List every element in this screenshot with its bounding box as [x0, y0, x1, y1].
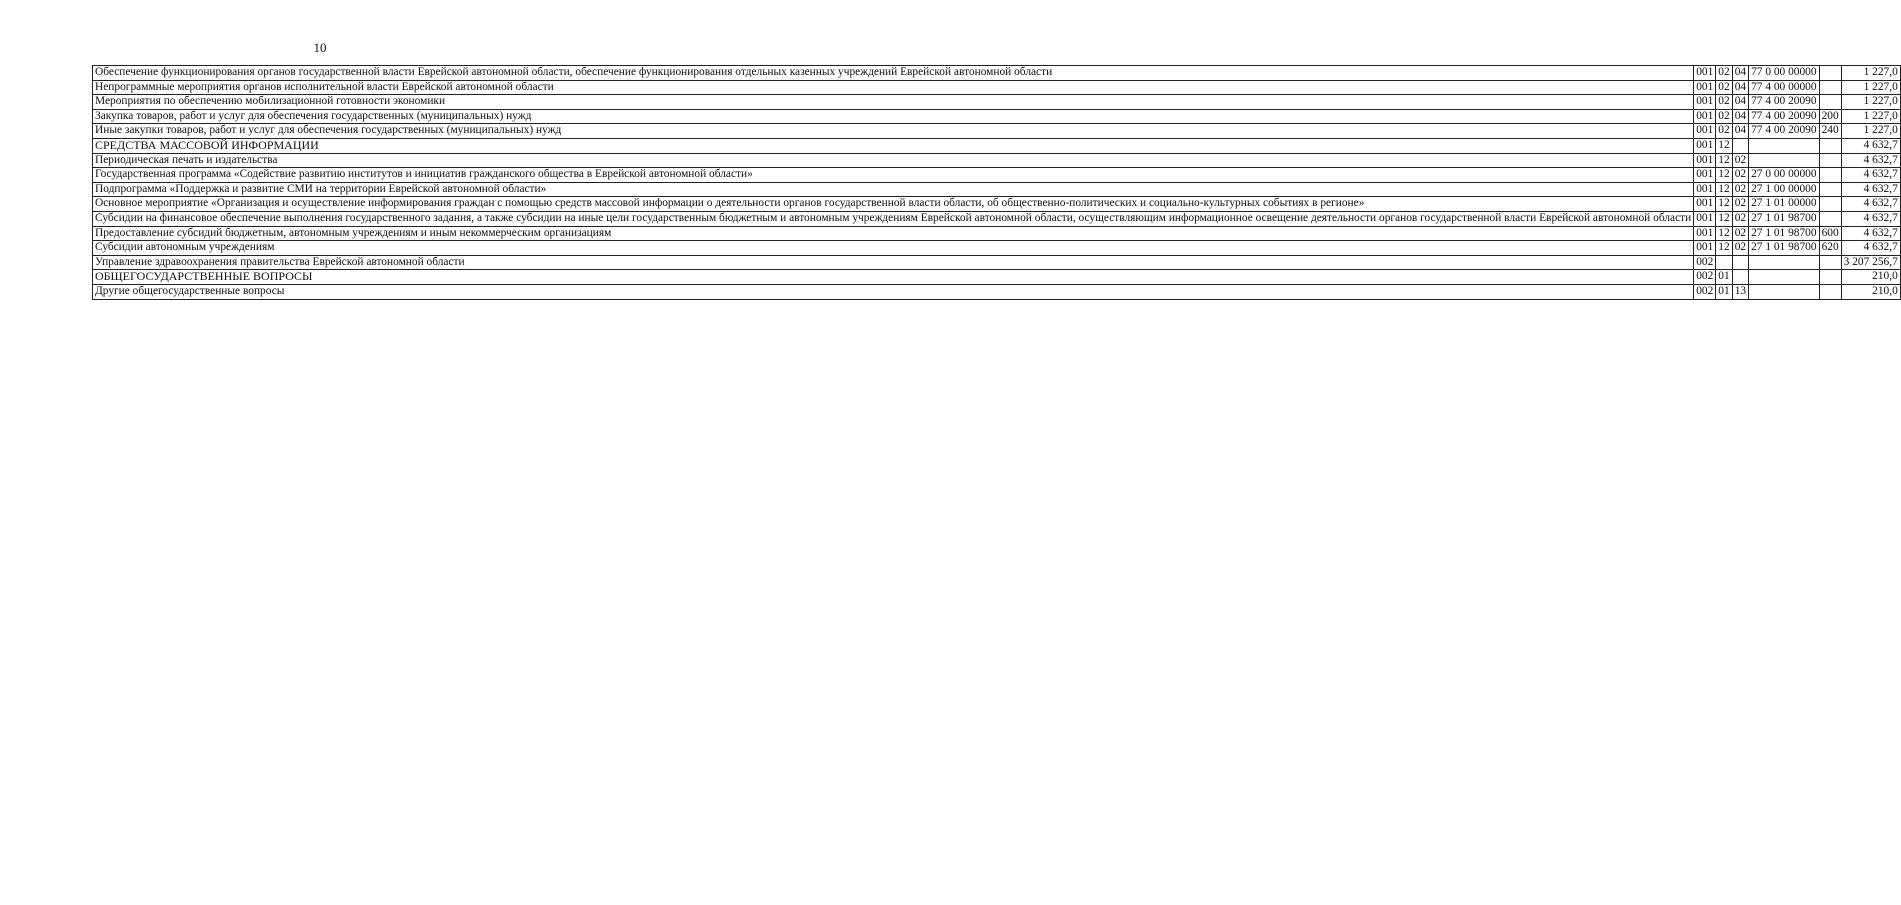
amount: 4 632,7 [1841, 241, 1900, 256]
budget-table [92, 65, 1901, 300]
section-code: 12 [1716, 241, 1732, 256]
expense-type-code: 620 [1819, 241, 1841, 256]
expense-type-code [1819, 168, 1841, 183]
ved-code: 002 [1694, 270, 1716, 285]
section-code: 12 [1716, 197, 1732, 212]
section-code: 12 [1716, 211, 1732, 226]
table-body [93, 66, 1901, 300]
ved-code: 002 [1694, 284, 1716, 299]
table-row [93, 197, 1901, 212]
section-code: 12 [1716, 168, 1732, 183]
target-item-code: 27 1 00 00000 [1749, 182, 1820, 197]
amount: 4 632,7 [1841, 197, 1900, 212]
ved-code: 001 [1694, 153, 1716, 168]
expense-type-code: 200 [1819, 109, 1841, 124]
target-item-code: 77 0 00 00000 [1749, 66, 1820, 81]
table-row [93, 182, 1901, 197]
table-row [93, 138, 1901, 153]
amount: 3 207 256,7 [1841, 255, 1900, 270]
row-name: Управление здравоохранения правительства Еврейской автономной области [93, 255, 1694, 270]
target-item-code [1749, 255, 1820, 270]
amount: 210,0 [1841, 284, 1900, 299]
section-code: 02 [1716, 80, 1732, 95]
target-item-code: 27 1 01 00000 [1749, 197, 1820, 212]
subsection-code [1732, 255, 1748, 270]
row-name: Закупка товаров, работ и услуг для обеспечения государственных (муниципальных) нужд [93, 109, 1694, 124]
ved-code: 001 [1694, 241, 1716, 256]
ved-code: 001 [1694, 182, 1716, 197]
row-name: Основное мероприятие «Организация и осуществление информирования граждан с помощью средств массовой информации о деятельности органов государственной власти области, об общественно-политических и социально-культурных событиях в регионе» [93, 197, 1694, 212]
expense-type-code: 240 [1819, 124, 1841, 139]
amount: 210,0 [1841, 270, 1900, 285]
section-code: 12 [1716, 182, 1732, 197]
table-row [93, 211, 1901, 226]
row-name: Непрограммные мероприятия органов исполнительной власти Еврейской автономной области [93, 80, 1694, 95]
amount: 4 632,7 [1841, 226, 1900, 241]
table-row [93, 109, 1901, 124]
section-code: 02 [1716, 95, 1732, 110]
table-row [93, 284, 1901, 299]
amount: 4 632,7 [1841, 168, 1900, 183]
ved-code: 001 [1694, 226, 1716, 241]
subsection-code [1732, 138, 1748, 153]
expense-type-code [1819, 197, 1841, 212]
expense-type-code [1819, 153, 1841, 168]
ved-code: 001 [1694, 124, 1716, 139]
amount: 1 227,0 [1841, 95, 1900, 110]
expense-type-code [1819, 66, 1841, 81]
row-name: Подпрограмма «Поддержка и развитие СМИ на территории Еврейской автономной области» [93, 182, 1694, 197]
ved-code: 001 [1694, 109, 1716, 124]
ved-code: 001 [1694, 66, 1716, 81]
section-code [1716, 255, 1732, 270]
ved-code: 001 [1694, 197, 1716, 212]
table-row [93, 270, 1901, 285]
ved-code: 001 [1694, 80, 1716, 95]
target-item-code [1749, 153, 1820, 168]
expense-type-code [1819, 255, 1841, 270]
expense-type-code: 600 [1819, 226, 1841, 241]
table-row [93, 95, 1901, 110]
target-item-code: 77 4 00 00000 [1749, 80, 1820, 95]
row-name: Субсидии автономным учреждениям [93, 241, 1694, 256]
section-code: 01 [1716, 270, 1732, 285]
row-name: Государственная программа «Содействие развитию институтов и инициатив гражданского общества в Еврейской автономной области» [93, 168, 1694, 183]
target-item-code: 77 4 00 20090 [1749, 95, 1820, 110]
amount: 1 227,0 [1841, 124, 1900, 139]
ved-code: 001 [1694, 95, 1716, 110]
subsection-code: 02 [1732, 197, 1748, 212]
table-row [93, 124, 1901, 139]
subsection-code: 02 [1732, 168, 1748, 183]
expense-type-code [1819, 182, 1841, 197]
row-name: Субсидии на финансовое обеспечение выполнения государственного задания, а также субсидии на иные цели государственным бюджетным и автономным учреждениям Еврейской автономной области, осуществляющим информационное освещение деятельности органов государственной власти Еврейской автономной области [93, 211, 1694, 226]
target-item-code: 27 1 01 98700 [1749, 241, 1820, 256]
subsection-code: 02 [1732, 226, 1748, 241]
expense-type-code [1819, 270, 1841, 285]
amount: 1 227,0 [1841, 80, 1900, 95]
section-code: 12 [1716, 153, 1732, 168]
subsection-code: 04 [1732, 66, 1748, 81]
table-row [93, 226, 1901, 241]
table-row [93, 80, 1901, 95]
section-code: 02 [1716, 66, 1732, 81]
expense-type-code [1819, 284, 1841, 299]
target-item-code: 27 0 00 00000 [1749, 168, 1820, 183]
subsection-code: 02 [1732, 211, 1748, 226]
amount: 4 632,7 [1841, 182, 1900, 197]
section-code: 02 [1716, 109, 1732, 124]
table-row [93, 241, 1901, 256]
row-name: Мероприятия по обеспечению мобилизационной готовности экономики [93, 95, 1694, 110]
row-name: Обеспечение функционирования органов государственной власти Еврейской автономной области, обеспечение функционирования отдельных казенных учреждений Еврейской автономной области [93, 66, 1694, 81]
row-name: Иные закупки товаров, работ и услуг для обеспечения государственных (муниципальных) нужд [93, 124, 1694, 139]
target-item-code: 77 4 00 20090 [1749, 109, 1820, 124]
section-code: 02 [1716, 124, 1732, 139]
subsection-code: 02 [1732, 241, 1748, 256]
subsection-code: 02 [1732, 153, 1748, 168]
amount: 4 632,7 [1841, 138, 1900, 153]
row-name: Другие общегосударственные вопросы [93, 284, 1694, 299]
target-item-code [1749, 138, 1820, 153]
section-code: 12 [1716, 138, 1732, 153]
target-item-code: 77 4 00 20090 [1749, 124, 1820, 139]
amount: 1 227,0 [1841, 109, 1900, 124]
amount: 1 227,0 [1841, 66, 1900, 81]
row-name: СРЕДСТВА МАССОВОЙ ИНФОРМАЦИИ [93, 138, 1694, 153]
subsection-code: 13 [1732, 284, 1748, 299]
ved-code: 001 [1694, 168, 1716, 183]
target-item-code [1749, 284, 1820, 299]
target-item-code [1749, 270, 1820, 285]
target-item-code: 27 1 01 98700 [1749, 226, 1820, 241]
section-code: 12 [1716, 226, 1732, 241]
row-name: Предоставление субсидий бюджетным, автономным учреждениям и иным некоммерческим организациям [93, 226, 1694, 241]
subsection-code [1732, 270, 1748, 285]
table-row [93, 66, 1901, 81]
row-name: Периодическая печать и издательства [93, 153, 1694, 168]
expense-type-code [1819, 138, 1841, 153]
subsection-code: 04 [1732, 124, 1748, 139]
subsection-code: 02 [1732, 182, 1748, 197]
table-row [93, 153, 1901, 168]
ved-code: 001 [1694, 138, 1716, 153]
expense-type-code [1819, 95, 1841, 110]
amount: 4 632,7 [1841, 211, 1900, 226]
subsection-code: 04 [1732, 109, 1748, 124]
page-number: 10 [313, 40, 327, 55]
subsection-code: 04 [1732, 95, 1748, 110]
row-name: ОБЩЕГОСУДАРСТВЕННЫЕ ВОПРОСЫ [93, 270, 1694, 285]
table-row [93, 255, 1901, 270]
expense-type-code [1819, 211, 1841, 226]
ved-code: 001 [1694, 211, 1716, 226]
section-code: 01 [1716, 284, 1732, 299]
subsection-code: 04 [1732, 80, 1748, 95]
expense-type-code [1819, 80, 1841, 95]
target-item-code: 27 1 01 98700 [1749, 211, 1820, 226]
amount: 4 632,7 [1841, 153, 1900, 168]
table-row [93, 168, 1901, 183]
ved-code: 002 [1694, 255, 1716, 270]
